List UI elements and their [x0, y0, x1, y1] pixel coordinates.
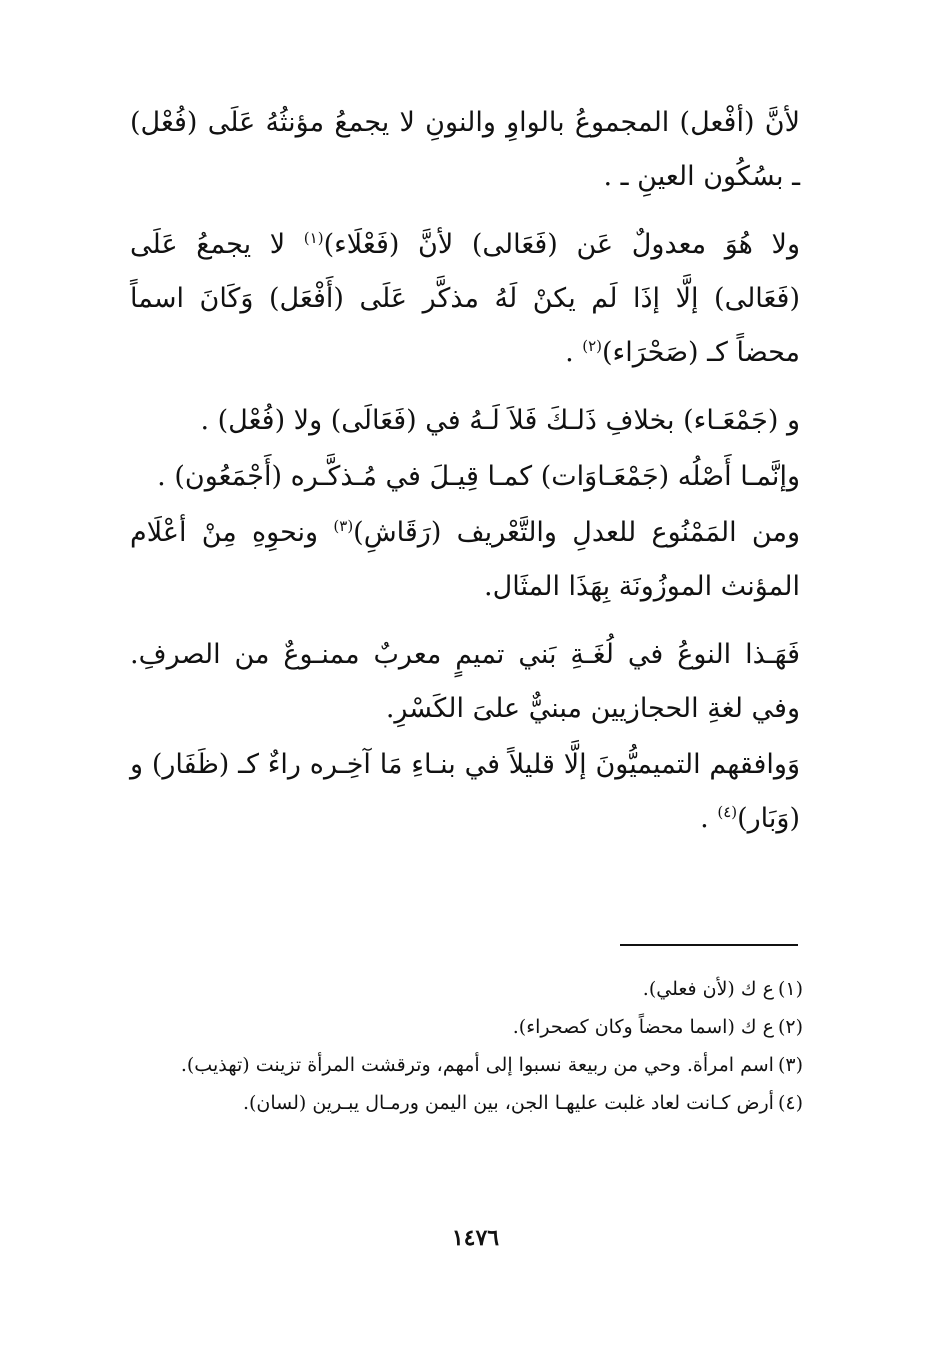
footnote-separator	[620, 944, 798, 946]
footnote-number: (٤)	[777, 1092, 803, 1114]
footnote-number: (٣)	[777, 1054, 803, 1076]
footnotes	[138, 968, 803, 1120]
footnote-ref-2[interactable]: (٢)	[582, 337, 603, 355]
footnote-ref-1[interactable]: (١)	[303, 229, 324, 247]
paragraph-2: ولا هُوَ معدولٌ عَن (فَعَالى) لأنَّ (فَعْلَاء)$^{(١)}$ لا يجمعُ عَلَى (فَعَالى) إلَّا إذَا لَم يكنْ لَهُ مذكَّر عَلَى (أَفْعَل) وَكَانَ اسماً محضاً كـ (صَحْرَاء)$^{(٢)}$ .	[130, 229, 800, 368]
paragraph-3: و (جَمْعَـاء) بخلافِ ذَلـكَ فَلاَ لَـهُ في (فَعَالَى) ولا (فُعْل) .	[200, 405, 800, 436]
footnote-3: (٣)اسم امرأة. وحي من ربيعة نسبوا إلى أمهم، وترقشت المرأة تزينت (تهذيب).	[180, 1054, 803, 1076]
footnote-1: (١)ع ك (لأن فعلي).	[642, 978, 803, 1000]
paragraph-4: وإنَّمـا أَصْلُه (جَمْعَـاوَات) كمـا قِيـلَ في مُـذكَّـره (أَجْمَعُون) .	[157, 461, 800, 492]
footnote-2: (٢)ع ك (اسما محضاً وكان كصحراء).	[512, 1016, 803, 1038]
footnote-number: (٢)	[777, 1016, 803, 1038]
paragraph-5: ومن المَمْنُوع للعدلِ والتَّعْريف (رَقَاشِ)$^{(٣)}$ ونحوِهِ مِنْ أعْلَام المؤنث الموزُونَة بِهَذَا المثَال.	[130, 517, 800, 602]
paragraph-7: وَوافقهم التميميُّونَ إلَّا قليلاً في بنـاءِ مَا آخِـره راءٌ كـ (ظَفَار) و (وَبَار)$^{(٤)}$ .	[130, 749, 800, 834]
footnote-ref-3[interactable]: (٣)	[333, 517, 354, 535]
footnote-4: (٤)أرض كـانت لعاد غلبت عليهـا الجن، بين اليمن ورمـال يبـرين (لسان).	[242, 1092, 803, 1114]
paragraph-6: فَهَـذا النوعُ في لُغَـةِ بَني تميمٍ معربٌ ممنـوعٌ من الصرفِ. وفي لغةِ الحجازيين مبنيٌّ علىَ الكَسْرِ.	[130, 639, 800, 724]
footnote-ref-4[interactable]: (٤)	[717, 803, 738, 821]
paragraph-1: لأنَّ (أفْعل) المجموعُ بالواوِ والنونِ لا يجمعُ مؤنثُهُ عَلَى (فُعْل) ـ بسُكُون العينِ ـ .	[130, 107, 800, 192]
page-number: ١٤٧٦	[451, 1225, 500, 1251]
footnote-number: (١)	[777, 978, 803, 1000]
main-text	[130, 96, 800, 846]
